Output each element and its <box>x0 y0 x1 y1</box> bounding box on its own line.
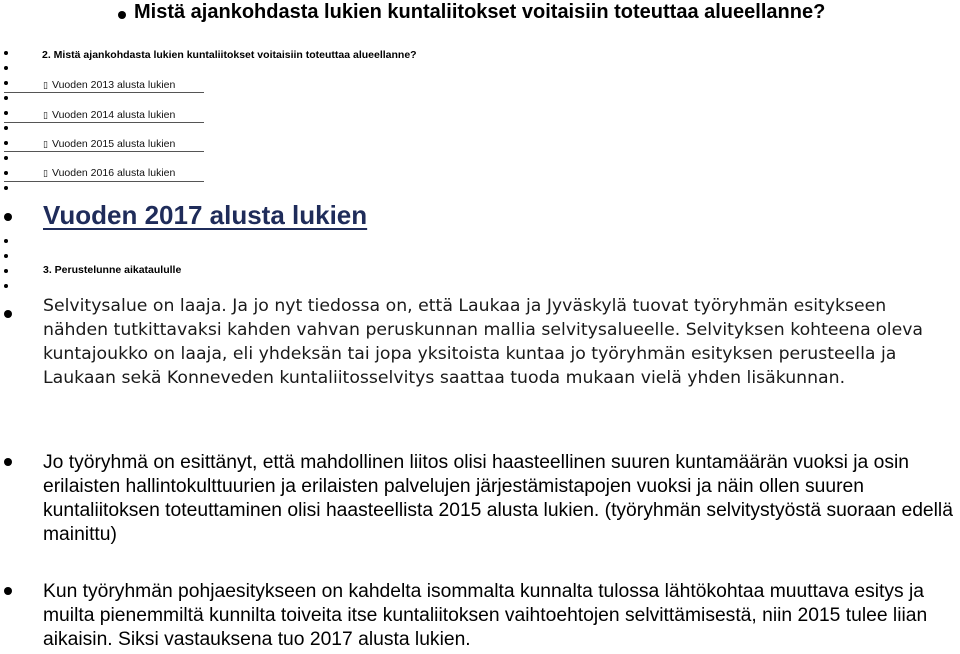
question-2-label: 2. Mistä ajankohdasta lukien kuntaliitokset voitaisiin toteuttaa alueellanne? <box>42 49 417 61</box>
option-2016[interactable] <box>43 167 175 179</box>
selected-option-bullet <box>4 213 12 221</box>
option-label: Vuoden 2016 alusta lukien <box>51 167 176 179</box>
option-label: Vuoden 2015 alusta lukien <box>51 138 176 150</box>
page-heading: Mistä ajankohdasta lukien kuntaliitokset voitaisiin toteuttaa alueellanne? <box>134 1 826 23</box>
option-2013[interactable] <box>43 79 175 91</box>
option-divider <box>4 122 204 123</box>
selected-option-2017[interactable]: Vuoden 2017 alusta lukien <box>43 200 368 230</box>
checkbox-icon: ▯ <box>43 81 48 91</box>
question-3-label: 3. Perustelunne aikataululle <box>43 264 182 276</box>
paragraph-1-bullet <box>4 310 12 318</box>
option-divider <box>4 151 204 152</box>
paragraph-3-bullet <box>4 587 12 595</box>
checkbox-icon: ▯ <box>43 169 48 179</box>
paragraph-1: Selvitysalue on laaja. Ja jo nyt tiedossa on, että Laukaa ja Jyväskylä tuovat työryhmän esitykseen nähden tutkittavaksi kahden vahvan peruskunnan mallia selvitysalueelle. Selvityksen kohteena oleva kuntajoukko on laaja, eli yhdeksän tai jopa yksitoista kuntaa jo työryhmän esityksen perusteella ja Laukaan sekä Konneveden kuntaliitosselvitys saattaa tuoda mukaan vielä yhden lisäkunnan. <box>43 296 924 388</box>
heading-bullet <box>118 11 126 19</box>
option-label: Vuoden 2014 alusta lukien <box>51 109 176 121</box>
option-divider <box>4 181 204 182</box>
option-2014[interactable] <box>43 109 175 121</box>
option-divider <box>4 92 204 93</box>
checkbox-icon: ▯ <box>43 140 48 150</box>
checkbox-icon: ▯ <box>43 111 48 121</box>
option-label: Vuoden 2013 alusta lukien <box>51 79 176 91</box>
option-2015[interactable] <box>43 138 175 150</box>
paragraph-2: Jo työryhmä on esittänyt, että mahdollinen liitos olisi haasteellinen suuren kuntamäärän vuoksi ja osin erilaisten hallintokulttuurien ja erilaisten palvelujen järjestämistapojen vuoksi ja näin ollen suuren kuntaliitoksen toteuttaminen olisi haasteellista 2015 alusta lukien. (työryhmän selvitystyöstä suoraan edellä mainittu) <box>43 452 953 545</box>
paragraph-2-bullet <box>4 458 12 466</box>
paragraph-3: Kun työryhmän pohjaesitykseen on kahdelta isommalta kunnalta tulossa lähtökohtaa muuttava esitys ja muilta pienemmiltä kunnilta toiveita itse kuntaliitoksen vaihtoehtojen selvittämisestä, niin 2015 tulee liian aikaisin. Siksi vastauksena tuo 2017 alusta lukien. <box>43 581 928 650</box>
